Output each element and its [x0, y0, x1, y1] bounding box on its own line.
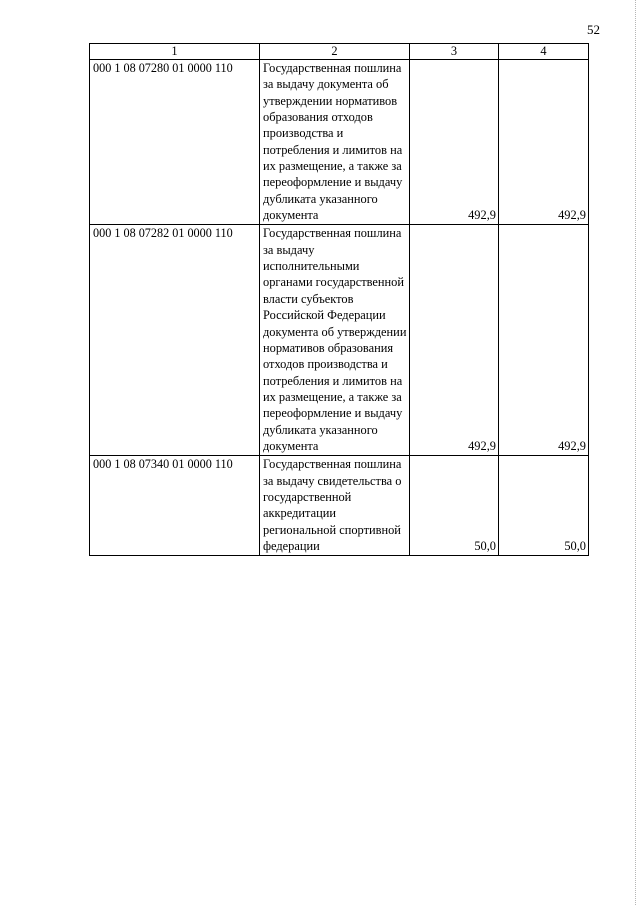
header-col-4: 4 [499, 44, 589, 60]
description-cell: Государственная пошлина за выдачу исполнительными органами государственной власти субъектов Российской Федерации документа об утверждении нормативов образования отходов производства и потребления и лимитов на их размещение, а также за переоформление и выдачу дубликата указанного документа [260, 225, 410, 456]
scan-edge-line [635, 0, 637, 905]
amount-col4-cell: 492,9 [499, 60, 589, 225]
amount-col3-cell: 492,9 [410, 60, 499, 225]
budget-table [89, 43, 589, 556]
header-col-3: 3 [410, 44, 499, 60]
amount-col3-cell: 492,9 [410, 225, 499, 456]
table-header-row [90, 44, 589, 60]
header-col-1: 1 [90, 44, 260, 60]
table-row [90, 456, 589, 556]
table-row [90, 225, 589, 456]
amount-col4-cell: 50,0 [499, 456, 589, 556]
page-number: 52 [587, 22, 600, 37]
budget-code-cell: 000 1 08 07280 01 0000 110 [90, 60, 260, 225]
description-cell: Государственная пошлина за выдачу документа об утверждении нормативов образования отходов производства и потребления и лимитов на их размещение, а также за переоформление и выдачу дубликата указанного документа [260, 60, 410, 225]
header-col-2: 2 [260, 44, 410, 60]
amount-col3-cell: 50,0 [410, 456, 499, 556]
budget-code-cell: 000 1 08 07340 01 0000 110 [90, 456, 260, 556]
description-cell: Государственная пошлина за выдачу свидетельства о государственной аккредитации региональной спортивной федерации [260, 456, 410, 556]
table-row [90, 60, 589, 225]
amount-col4-cell: 492,9 [499, 225, 589, 456]
budget-code-cell: 000 1 08 07282 01 0000 110 [90, 225, 260, 456]
